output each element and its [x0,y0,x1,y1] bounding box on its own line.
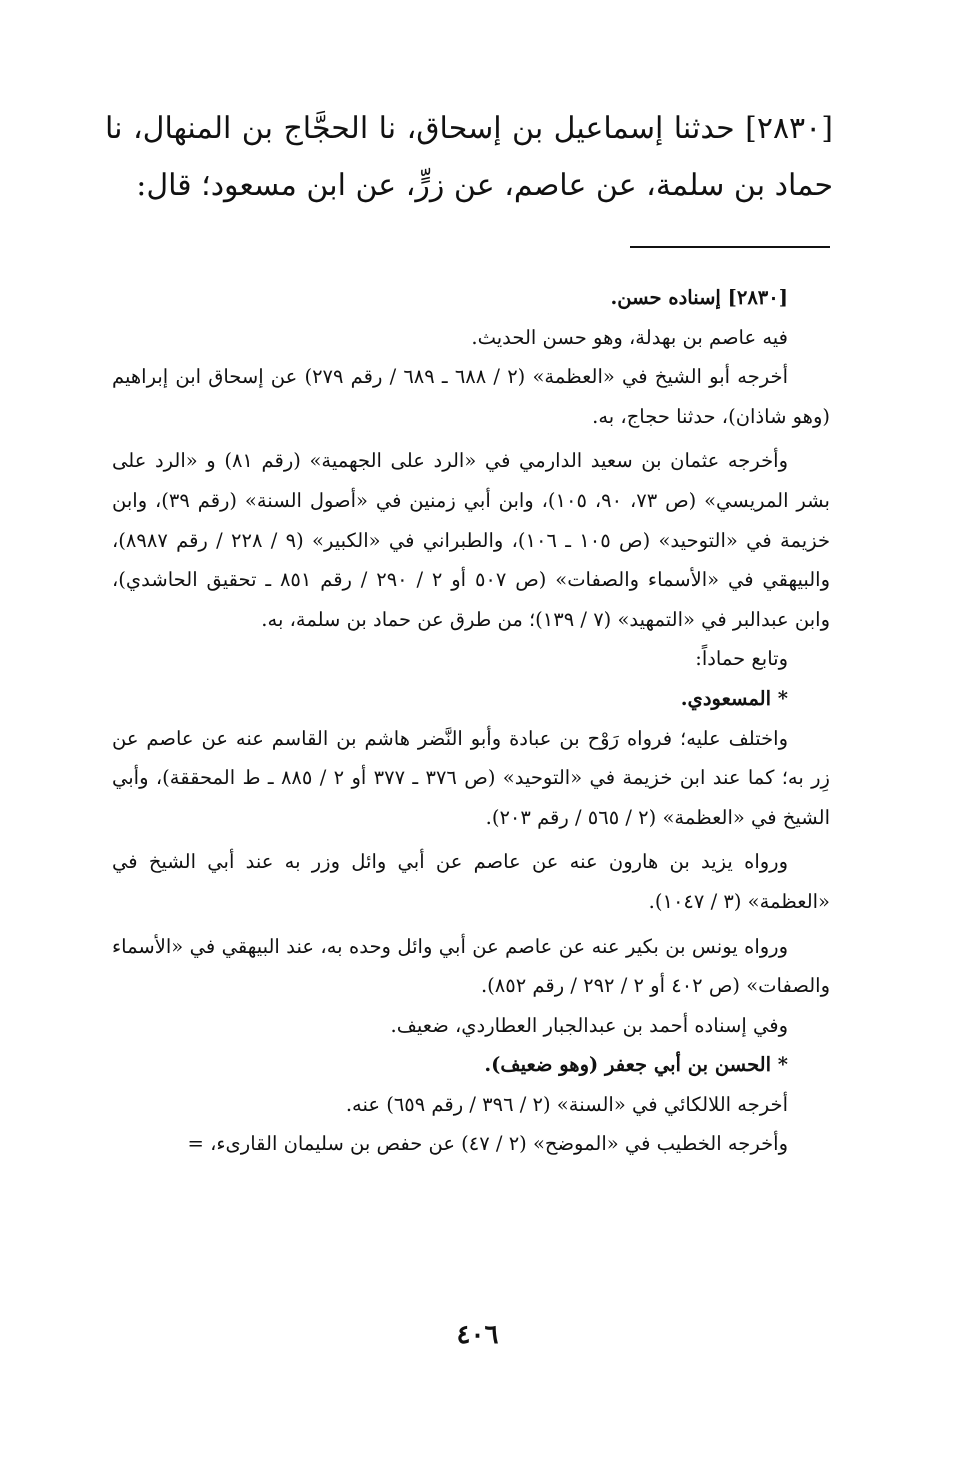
footnote-paragraph: أخرجه اللالكائي في «السنة» (٢ / ٣٩٦ / رقم ٦٥٩) عنه. [345,1092,788,1116]
footnote-paragraph: وأخرجه عثمان بن سعيد الدارمي في «الرد على الجهمية» (رقم ٨١) و «الرد على بشر المريسي» (ص ٧٣، ٩٠، ١٠٥)، وابن أبي زمنين في «أصول السنة» (رقم ٣٩)، وابن خزيمة في «التوحيد» (ص ١٠٥ ـ ١٠٦)، والطبراني في «الكبير» (٩ / ٢٢٨ / رقم ٨٩٨٧)، والبيهقي في «الأسماء والصفات» (ص ٥٠٧ أو ٢ / ٢٩٠ / رقم ٨٥١ ـ تحقيق الحاشدي)، وابن عبدالبر في «التمهيد» (٧ / ١٣٩)؛ من طرق عن حماد بن سلمة، به. [112,449,831,631]
footnote-paragraph: وفي إسناده أحمد بن عبدالجبار العطاردي، ضعيف. [390,1013,788,1037]
footnote-paragraph: أخرجه أبو الشيخ في «العظمة» (٢ / ٦٨٨ ـ ٦٨٩ / رقم ٢٧٩) عن إسحاق ابن إبراهيم (وهو شاذان)، حدثنا حجاج، به. [112,365,830,428]
footnote-subheading: * المسعودي. [680,686,788,710]
footnote-paragraph: واختلف عليه؛ فرواه رَوْح بن عبادة وأبو النَّضر هاشم بن القاسم عنه عن عاصم عن زِر به؛ كما عند ابن خزيمة في «التوحيد» (ص ٣٧٦ ـ ٣٧٧ أو ٢ / ٨٨٥ ـ ط المحققة)، وأبي الشيخ في «العظمة» (٢ / ٥٦٥ / رقم ٢٠٣). [112,726,830,829]
footnote-heading: [٢٨٣٠] إسناده حسن. [610,286,788,309]
footnote-paragraph: وتابع حماداً: [695,647,788,671]
footnote-paragraph: ورواه يزيد بن هارون عنه عن عاصم عن أبي وائل وزر به عند أبي الشيخ في «العظمة» (٣ / ١٠٤٧). [112,850,830,913]
page-number: ٤٠٦ [456,1320,499,1350]
footnote-subheading: * الحسن بن أبي جعفر (وهو ضعيف). [484,1053,788,1077]
main-text [105,100,833,214]
footnote-separator [630,246,830,248]
footnote-paragraph: وأخرجه الخطيب في «الموضح» (٢ / ٤٧) عن حفص بن سليمان القارىء، = [187,1132,788,1156]
footnote-paragraph: فيه عاصم بن بهدلة، وهو حسن الحديث. [471,325,788,349]
hadith-text: [٢٨٣٠] حدثنا إسماعيل بن إسحاق، نا الحجَّاج بن المنهال، نا حماد بن سلمة، عن عاصم، عن زرٍّ، عن ابن مسعود؛ قال: [105,111,833,203]
footnotes [112,278,830,1164]
footnote-paragraph: ورواه يونس بن بكير عنه عن عاصم عن أبي وائل وحده به، عند البيهقي في «الأسماء والصفات» (ص ٤٠٢ أو ٢ / ٢٩٢ / رقم ٨٥٢). [112,934,830,998]
